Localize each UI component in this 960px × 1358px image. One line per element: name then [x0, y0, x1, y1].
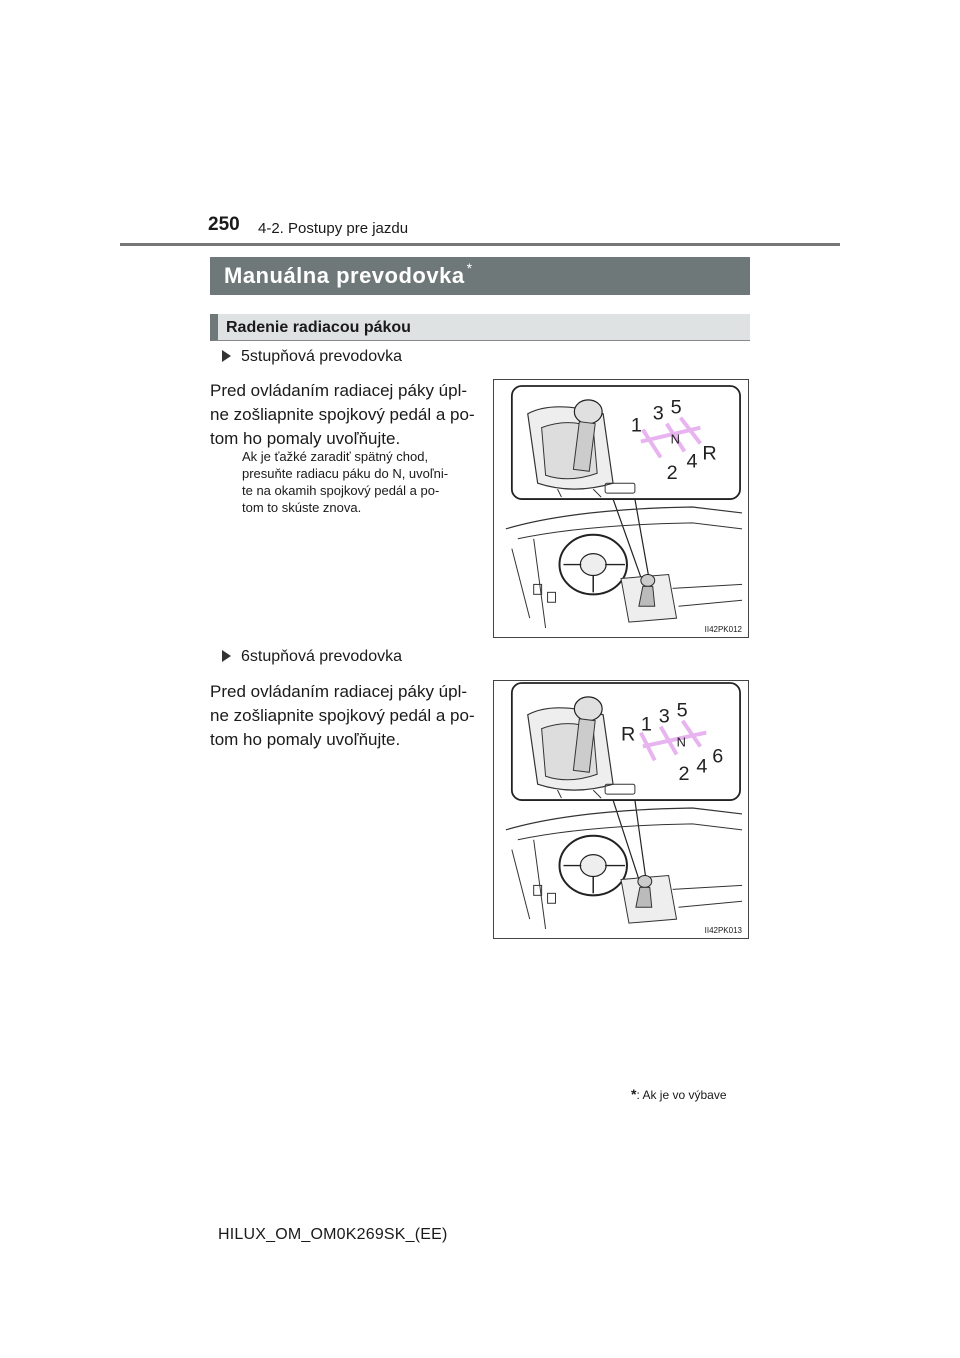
gear-label: 6	[712, 745, 724, 768]
five-speed-label: 5stupňová prevodovka	[241, 348, 402, 365]
six-speed-heading	[222, 648, 402, 666]
gear-label: N	[676, 734, 686, 750]
five-speed-body	[210, 379, 488, 451]
triangle-bullet-icon	[222, 350, 231, 362]
shift-pattern-illustration	[494, 681, 748, 938]
gear-label: 4	[686, 450, 698, 473]
figure-code: II42PK012	[704, 625, 742, 634]
five-speed-note	[242, 448, 488, 516]
gear-label: 5	[670, 396, 682, 419]
five-speed-figure	[493, 379, 749, 638]
optional-mark: *	[466, 260, 473, 276]
six-speed-label: 6stupňová prevodovka	[241, 648, 402, 665]
six-speed-figure	[493, 680, 749, 939]
footnote-text: : Ak je vo výbave	[636, 1088, 727, 1102]
gear-label: 2	[678, 763, 690, 786]
note-line: tom to skúste znova.	[242, 500, 362, 515]
triangle-bullet-icon	[222, 650, 231, 662]
subsection-label: Radenie radiacou pákou	[226, 319, 411, 336]
gear-label: 2	[666, 462, 678, 485]
gear-label: R	[621, 723, 636, 746]
note-line: Ak je ťažké zaradiť spätný chod,	[242, 449, 429, 464]
section-title-bar	[210, 257, 750, 295]
body-line: Pred ovládaním radiacej páky úpl-	[210, 381, 468, 400]
gear-label: N	[670, 431, 680, 447]
five-speed-heading	[222, 348, 402, 366]
footnote-mark: *	[631, 1086, 637, 1102]
page-number: 250	[208, 214, 240, 235]
body-line: Pred ovládaním radiacej páky úpl-	[210, 682, 468, 701]
chapter-title: 4-2. Postupy pre jazdu	[258, 220, 409, 237]
gear-label: 3	[652, 402, 664, 425]
document-code: HILUX_OM_OM0K269SK_(EE)	[218, 1226, 448, 1243]
header-rule	[120, 243, 840, 246]
subsection-heading	[210, 314, 750, 341]
figure-code: II42PK013	[704, 926, 742, 935]
body-line: tom ho pomaly uvoľňujte.	[210, 730, 401, 749]
gear-label: 1	[630, 414, 642, 437]
shift-pattern-illustration	[494, 380, 748, 637]
gear-label: 3	[658, 705, 670, 728]
body-line: ne zošliapnite spojkový pedál a po-	[210, 405, 475, 424]
gear-label: 4	[696, 755, 708, 778]
note-line: presuňte radiacu páku do N, uvoľni-	[242, 466, 449, 481]
body-line: ne zošliapnite spojkový pedál a po-	[210, 706, 475, 725]
six-speed-body	[210, 680, 488, 752]
gear-label: 5	[676, 699, 688, 722]
section-title: Manuálna prevodovka	[224, 263, 465, 288]
gear-label: R	[702, 442, 717, 465]
gear-label: 1	[640, 713, 652, 736]
footnote	[631, 1086, 727, 1102]
body-line: tom ho pomaly uvoľňujte.	[210, 429, 401, 448]
note-line: te na okamih spojkový pedál a po-	[242, 483, 440, 498]
